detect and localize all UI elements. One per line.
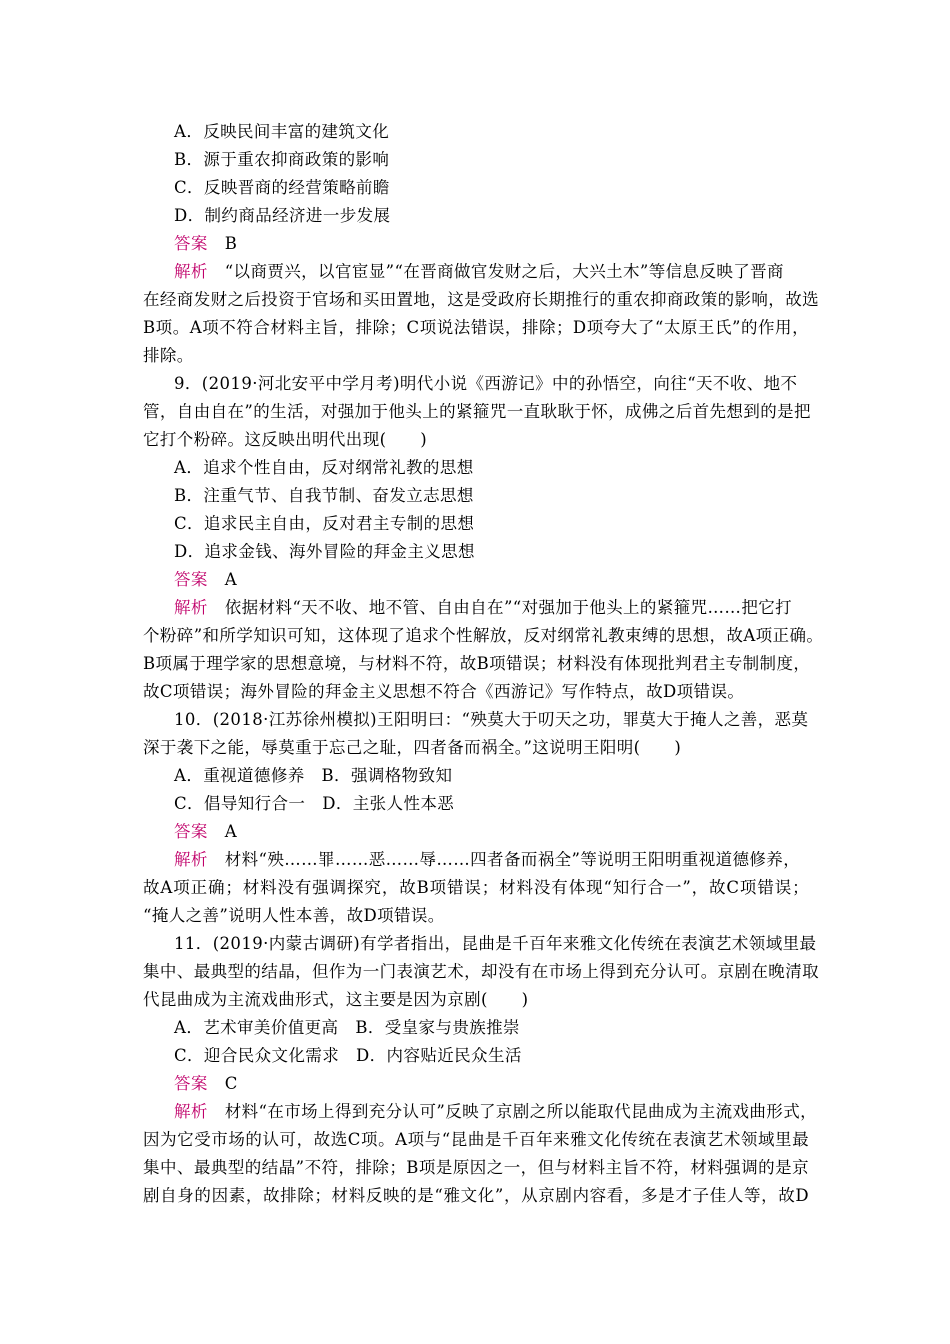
- question-11-line: 集中、最典型的结晶，但作为一门表演艺术，却没有在市场上得到充分认可。京剧在晚清取: [143, 962, 819, 981]
- analysis-label: 解析: [174, 598, 208, 617]
- analysis-q10-line: [174, 849, 800, 871]
- question-11-line: 代昆曲成为主流戏曲形式，这主要是因为京剧( ): [143, 990, 529, 1009]
- analysis-q11-line: 集中、最典型的结晶”不符，排除；B项是原因之一，但与材料主旨不符，材料强调的是京: [143, 1158, 809, 1177]
- answer-value: C: [224, 1074, 238, 1093]
- analysis-q11-line: [174, 1101, 817, 1123]
- analysis-q8-line: [174, 261, 784, 283]
- question-10-line: 深于袭下之能，辱莫重于忘己之耻，四者备而祸全。”这说明王阳明( ): [143, 738, 682, 757]
- analysis-q9-line: 故C项错误；海外冒险的拜金主义思想不符合《西游记》写作特点，故D项错误。: [143, 682, 745, 701]
- answer-value: A: [224, 822, 238, 841]
- option-b-q8: B．源于重农抑商政策的影响: [174, 150, 390, 169]
- analysis-q8-line: B项。A项不符合材料主旨，排除；C项说法错误，排除；D项夸大了“太原王氏”的作用，: [143, 318, 809, 337]
- analysis-q8-line: 在经商发财之后投资于官场和买田置地，这是受政府长期推行的重农抑商政策的影响，故选: [143, 290, 819, 309]
- analysis-q11-line: 剧自身的因素，故排除；材料反映的是“雅文化”，从京剧内容看，多是才子佳人等，故D: [143, 1186, 809, 1205]
- analysis-q9-line: [174, 597, 792, 619]
- analysis-text: 依据材料“天不收、地不管、自由自在”“对强加于他头上的紧箍咒……把它打: [224, 598, 793, 617]
- answer-label: 答案: [174, 1074, 208, 1093]
- option-d-q8: D．制约商品经济进一步发展: [174, 206, 391, 225]
- analysis-q9-line: B项属于理学家的思想意境，与材料不符，故B项错误；材料没有体现批判君主专制制度，: [143, 654, 811, 673]
- option-c-q8: C．反映晋商的经营策略前瞻: [174, 178, 390, 197]
- question-10-line: 10．(2018·江苏徐州模拟)王阳明曰：“殃莫大于叨天之功，罪莫大于掩人之善，恶莫: [174, 710, 809, 729]
- options-cd-q10: C．倡导知行合一 D．主张人性本恶: [174, 794, 455, 813]
- option-b-q9: B．注重气节、自我节制、奋发立志思想: [174, 486, 474, 505]
- question-9-line: 它打个粉碎。这反映出明代出现( ): [143, 430, 428, 449]
- answer-q9: [174, 569, 237, 591]
- analysis-text: 材料“殃……罪……恶……辱……四者备而祸全”等说明王阳明重视道德修养，: [224, 850, 801, 869]
- option-d-q9: D．追求金钱、海外冒险的拜金主义思想: [174, 542, 475, 561]
- answer-q10: [174, 821, 237, 843]
- analysis-q9-line: 个粉碎”和所学知识可知，这体现了追求个性解放，反对纲常礼教束缚的思想，故A项正确。: [143, 626, 824, 645]
- question-11-line: 11．(2019·内蒙古调研)有学者指出，昆曲是千百年来雅文化传统在表演艺术领域里最: [174, 934, 817, 953]
- answer-q8: [174, 233, 237, 255]
- analysis-q10-line: “掩人之善”说明人性本善，故D项错误。: [143, 906, 445, 925]
- analysis-label: 解析: [174, 1102, 208, 1121]
- answer-label: 答案: [174, 570, 208, 589]
- options-cd-q11: C．迎合民众文化需求 D．内容贴近民众生活: [174, 1046, 522, 1065]
- options-ab-q11: A．艺术审美价值更高 B．受皇家与贵族推崇: [174, 1018, 520, 1037]
- answer-q11: [174, 1073, 238, 1095]
- analysis-q10-line: 故A项正确；材料没有强调探究，故B项错误；材料没有体现“知行合一”，故C项错误；: [143, 878, 809, 897]
- analysis-q11-line: 因为它受市场的认可，故选C项。A项与“昆曲是千百年来雅文化传统在表演艺术领域里最: [143, 1130, 809, 1149]
- analysis-q8-line: 排除。: [143, 346, 194, 365]
- option-a-q9: A．追求个性自由，反对纲常礼教的思想: [174, 458, 474, 477]
- question-9-line: 9．(2019·河北安平中学月考)明代小说《西游记》中的孙悟空，向往“天不收、地不: [174, 374, 798, 393]
- answer-label: 答案: [174, 234, 208, 253]
- analysis-text: “以商贾兴，以官宦显”“在晋商做官发财之后，大兴土木”等信息反映了晋商: [224, 262, 784, 281]
- question-9-line: 管，自由自在”的生活，对强加于他头上的紧箍咒一直耿耿于怀，成佛之后首先想到的是把: [143, 402, 811, 421]
- answer-value: A: [224, 570, 238, 589]
- analysis-label: 解析: [174, 850, 208, 869]
- analysis-text: 材料“在市场上得到充分认可”反映了京剧之所以能取代昆曲成为主流戏曲形式，: [224, 1102, 817, 1121]
- answer-label: 答案: [174, 822, 208, 841]
- answer-value: B: [224, 234, 238, 253]
- option-a-q8: A．反映民间丰富的建筑文化: [174, 122, 390, 141]
- option-c-q9: C．追求民主自由，反对君主专制的思想: [174, 514, 475, 533]
- options-ab-q10: A．重视道德修养 B．强调格物致知: [174, 766, 453, 785]
- analysis-label: 解析: [174, 262, 208, 281]
